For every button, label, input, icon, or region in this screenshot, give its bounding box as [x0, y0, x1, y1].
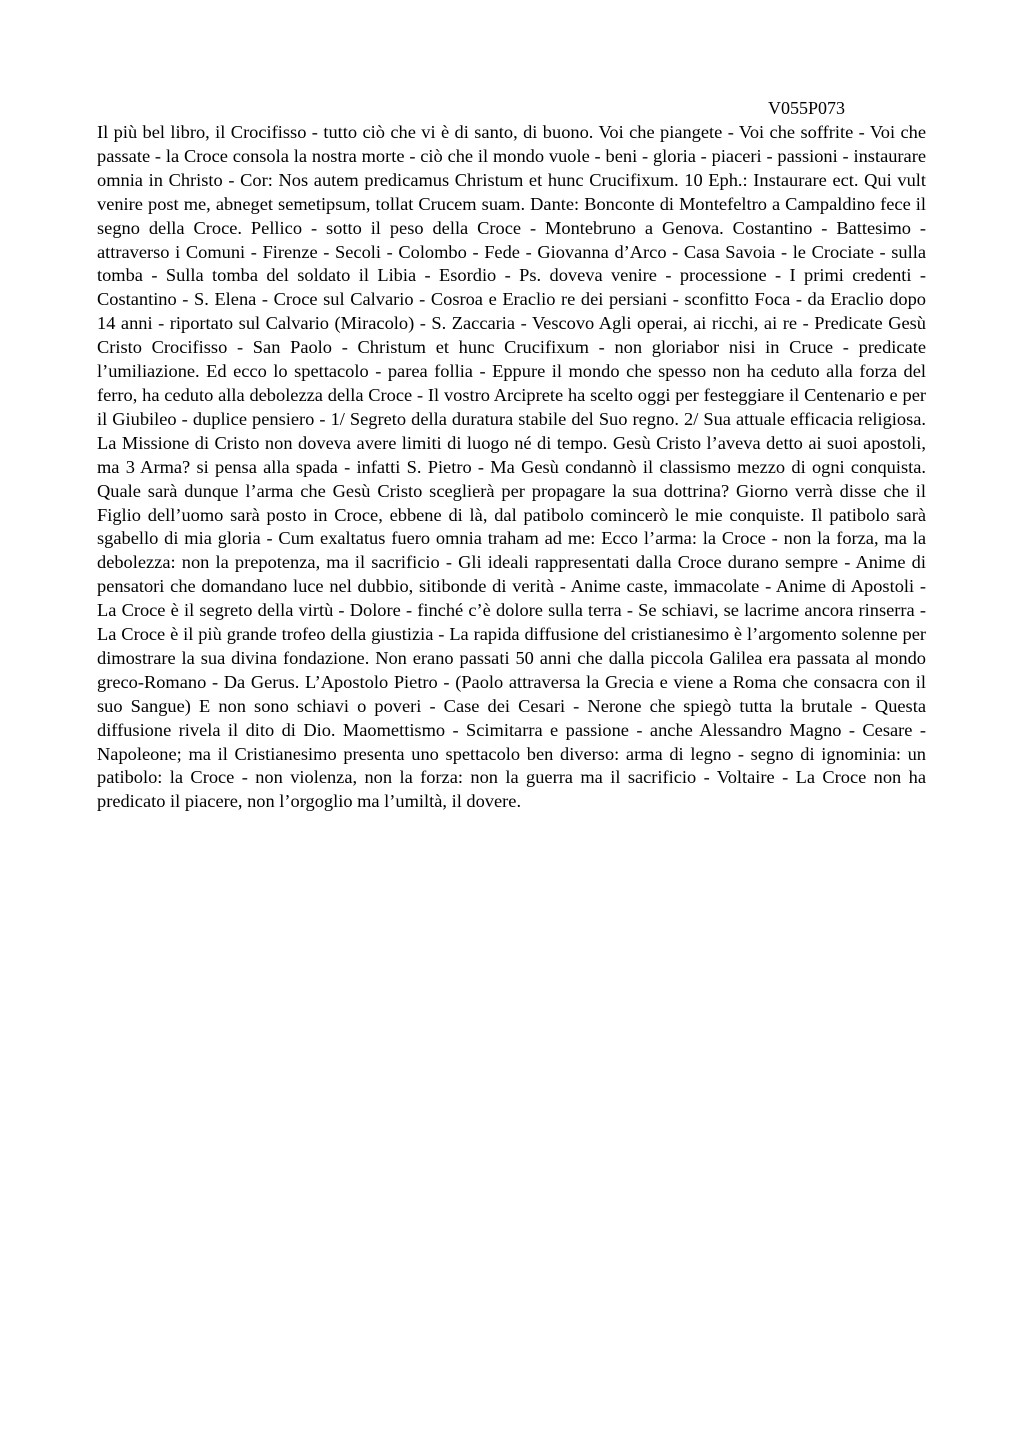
body-paragraph: Il più bel libro, il Crocifisso - tutto ciò che vi è di santo, di buono. Voi che piangete - Voi che soffrite - Voi che passate - la Croce consola la nostra morte - ciò che il mondo vuole - beni - gloria - piaceri - passioni - instaurare omnia in Christo - Cor: Nos autem predicamus Christum et hunc Crucifixum. 10 Eph.: Instaurare ect. Qui vult venire post me, abneget semetipsum, tollat Crucem suam. Dante: Bonconte di Montefeltro a Campaldino fece il segno della Croce. Pellico - sotto il peso della Croce - Montebruno a Genova. Costantino - Battesimo - attraverso i Comuni - Firenze - Secoli - Colombo - Fede - Giovanna d’Arco - Casa Savoia - le Crociate - sulla tomba - Sulla tomba del soldato il Libia - Esordio - Ps. doveva venire - processione - I primi credenti - Costantino - S. Elena - Croce sul Calvario - Cosroa e Eraclio re dei persiani - sconfitto Foca - da Eraclio dopo 14 anni - riportato sul Calvario (Miracolo) - S. Zaccaria - Vescovo Agli operai, ai ricchi, ai re - Predicate Gesù Cristo Crocifisso - San Paolo - Christum et hunc Crucifixum - non gloriabor nisi in Cruce - predicate l’umiliazione. Ed ecco lo spettacolo - parea follia - Eppure il mondo che spesso non ha ceduto alla forza del ferro, ha ceduto alla debolezza della Croce - Il vostro Arciprete ha scelto oggi per festeggiare il Centenario e per il Giubileo - duplice pensiero - 1/ Segreto della duratura stabile del Suo regno. 2/ Sua attuale efficacia religiosa. La Missione di Cristo non doveva avere limiti di luogo né di tempo. Gesù Cristo l’aveva detto ai suoi apostoli, ma 3 Arma? si pensa alla spada - infatti S. Pietro - Ma Gesù condannò il classismo mezzo di ogni conquista. Quale sarà dunque l’arma che Gesù Cristo sceglierà per propagare la sua dottrina? Giorno verrà disse che il Figlio dell’uomo sarà posto in Croce, ebbene di là, dal patibolo comincerò le mie conquiste. Il patibolo sarà sgabello di mia gloria - Cum exaltatus fuero omnia traham ad me: Ecco l’arma: la Croce - non la forza, ma la debolezza: non la prepotenza, ma il sacrificio - Gli ideali rappresentati dalla Croce durano sempre - Anime di pensatori che domandano luce nel dubbio, sitibonde di verità - Anime caste, immacolate - Anime di Apostoli - La Croce è il segreto della virtù - Dolore - finché c’è dolore sulla terra - Se schiavi, se lacrime ancora rinserra - La Croce è il più grande trofeo della giustizia - La rapida diffusione del cristianesimo è l’argomento solenne per dimostrare la sua divina fondazione. Non erano passati 50 anni che dalla piccola Galilea era passata al mondo greco-Romano - Da Gerus. L’Apostolo Pietro - (Paolo attraversa la Grecia e viene a Roma che consacra con il suo Sangue) E non sono schiavi o poveri - Case dei Cesari - Nerone che spiegò tutta la brutale - Questa diffusione rivela il dito di Dio. Maomettismo - Scimitarra e passione - anche Alessandro Magno - Cesare - Napoleone; ma il Cristianesimo presenta uno spettacolo ben diverso: arma di legno - segno di ignominia: un patibolo: la Croce - non violenza, non la forza: non la guerra ma il sacrificio - Voltaire - La Croce non ha predicato il piacere, non l’orgoglio ma l’umiltà, il dovere. — [97, 122, 926, 812]
page-identifier: V055P073 — [768, 98, 846, 118]
